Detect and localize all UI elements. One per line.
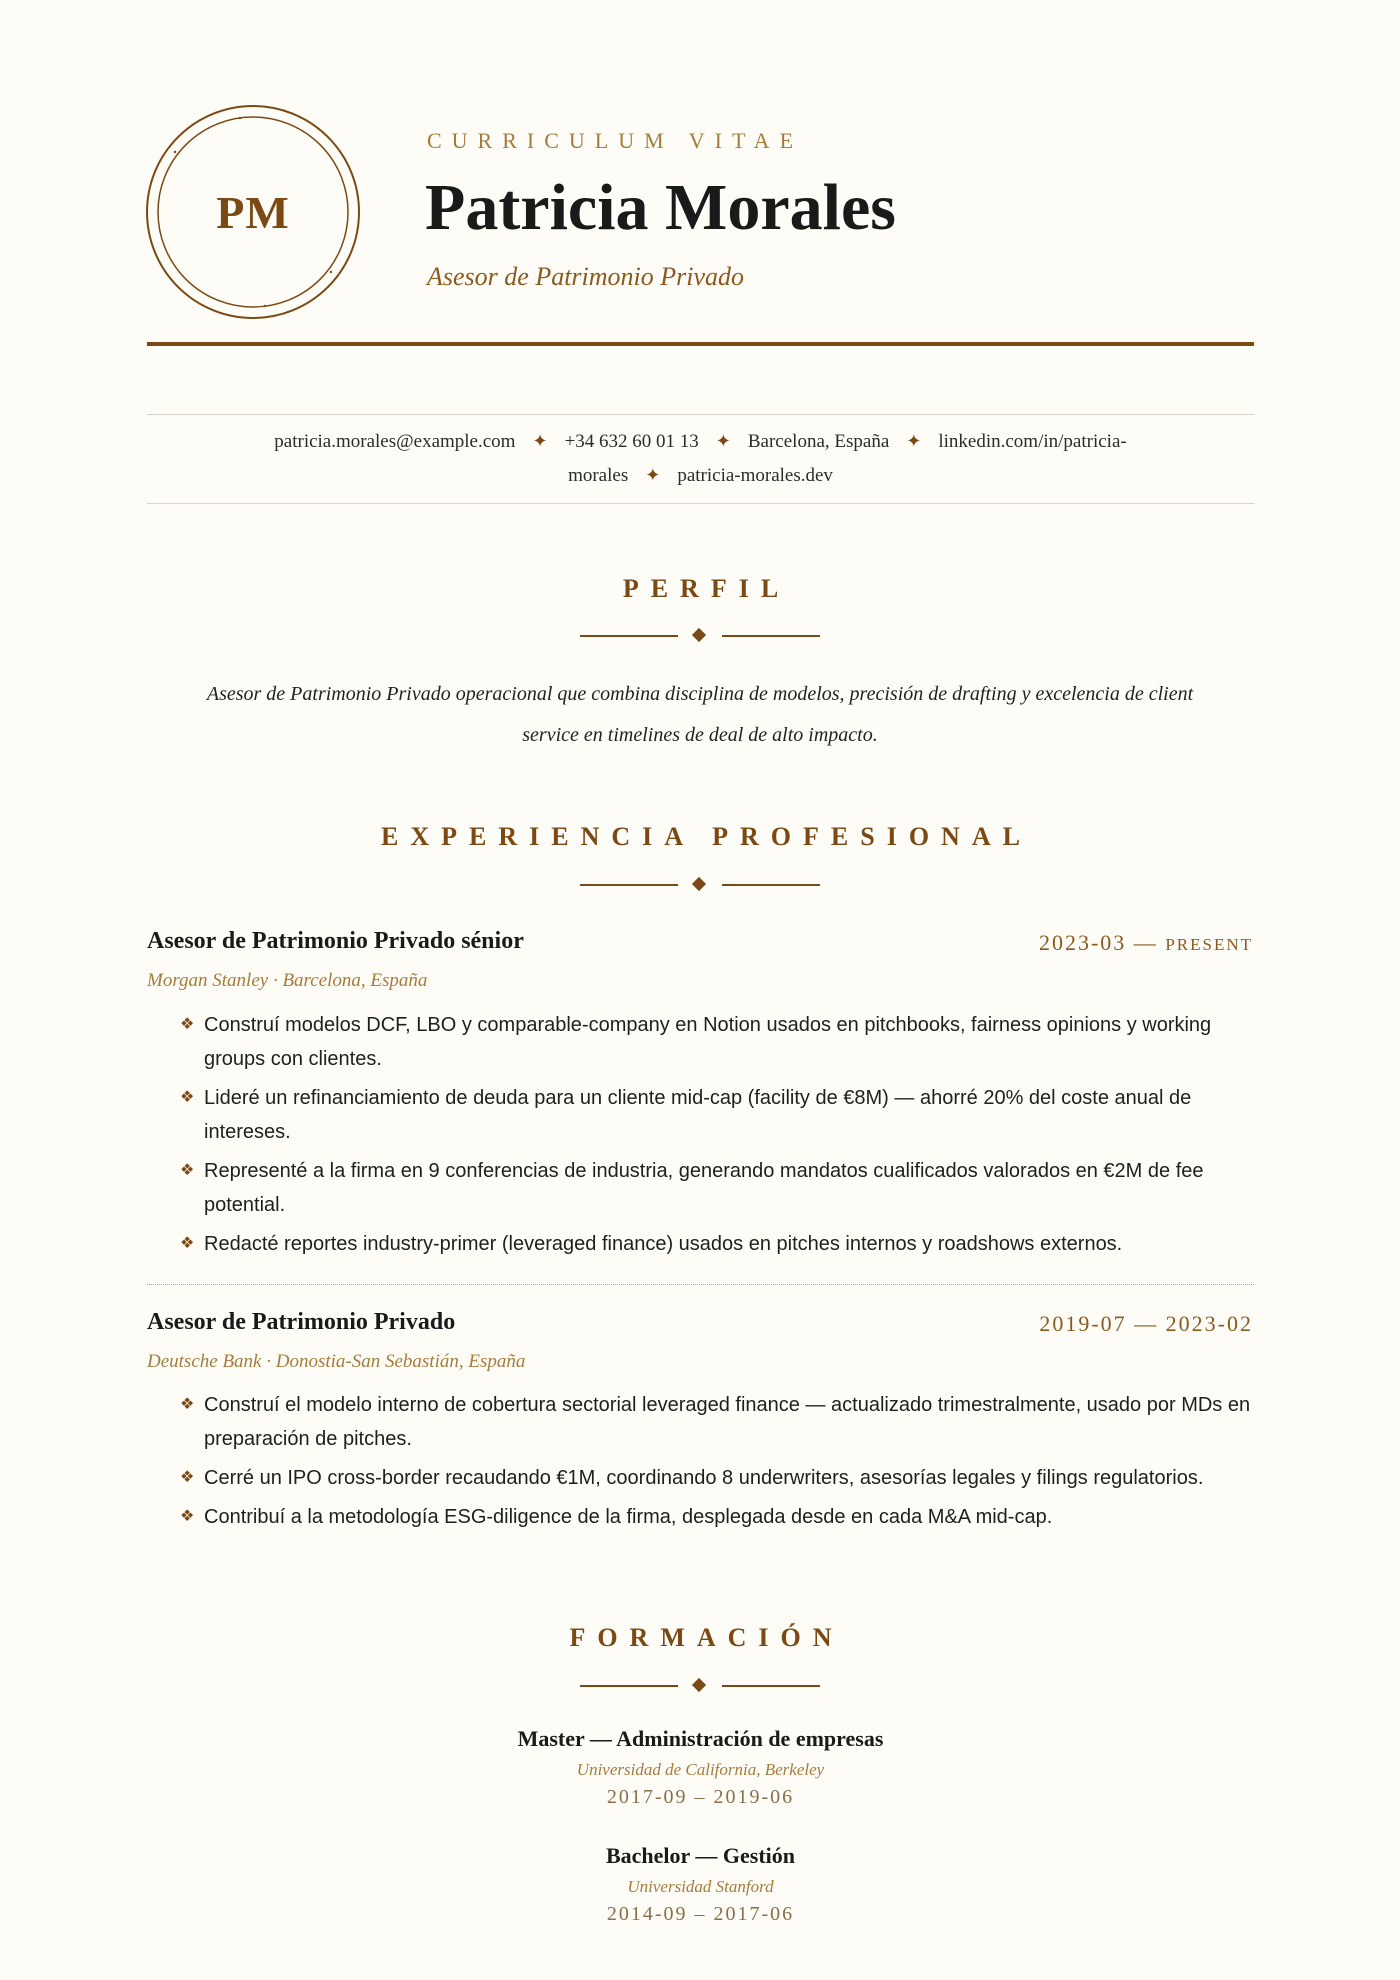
header-divider bbox=[147, 342, 1254, 346]
diamond-icon bbox=[692, 877, 706, 891]
contact-website[interactable]: patricia-morales.dev bbox=[677, 465, 833, 486]
section-title: PERFIL bbox=[622, 574, 791, 603]
separator-star-icon: ✦ bbox=[532, 431, 548, 451]
contact-linkedin-continued[interactable]: morales bbox=[568, 465, 629, 486]
document-kicker: CURRICULUM VITAE bbox=[427, 128, 804, 153]
job-title: Asesor de Patrimonio Privado bbox=[147, 1309, 456, 1335]
education-dates: 2017-09 – 2019-06 bbox=[606, 1786, 795, 1808]
separator-star-icon: ✦ bbox=[715, 431, 731, 451]
contact-email[interactable]: patricia.morales@example.com bbox=[274, 431, 516, 452]
list-item: ❖ Construí modelos DCF, LBO y comparable-company en Notion usados en pitchbooks, fairness opinions y working groups con clientes. bbox=[180, 1008, 1254, 1076]
job-date-end: PRESENT bbox=[1165, 935, 1253, 954]
section-ornament bbox=[580, 628, 820, 644]
education-entry bbox=[147, 1843, 1254, 1926]
job-company: Deutsche Bank · Donostia-San Sebastián, España bbox=[147, 1351, 526, 1372]
list-item: ❖ Contribuí a la metodología ESG-diligence de la firma, desplegada desde en cada M&A mid-cap. bbox=[180, 1500, 1254, 1534]
contact-linkedin[interactable]: linkedin.com/in/patricia- bbox=[938, 431, 1127, 452]
job-date-start: 2019-07 — bbox=[1039, 1311, 1159, 1336]
contact-location: Barcelona, España bbox=[747, 431, 890, 452]
section-heading-experience bbox=[147, 822, 1254, 852]
job-achievements bbox=[180, 1388, 1254, 1539]
diamond-icon bbox=[692, 1678, 706, 1692]
education-degree: Bachelor — Gestión bbox=[605, 1843, 796, 1868]
monogram-initials: PM bbox=[216, 186, 290, 238]
section-ornament bbox=[580, 877, 820, 893]
section-title: EXPERIENCIA PROFESIONAL bbox=[381, 822, 1032, 851]
list-item: ❖ Cerré un IPO cross-border recaudando €1M, coordinando 8 underwriters, asesorías legales y filings regulatorios. bbox=[180, 1461, 1254, 1495]
contact-bar bbox=[147, 414, 1254, 504]
contact-phone[interactable]: +34 632 60 01 13 bbox=[564, 431, 699, 452]
list-item: ❖ Redacté reportes industry-primer (leveraged finance) usados en pitches internos y roadshows externos. bbox=[180, 1227, 1254, 1261]
section-title: FORMACIÓN bbox=[569, 1623, 844, 1652]
candidate-title: Asesor de Patrimonio Privado bbox=[427, 262, 745, 291]
job-date-start: 2023-03 — bbox=[1038, 930, 1158, 955]
diamond-icon bbox=[692, 628, 706, 642]
list-item: ❖ Construí el modelo interno de cobertura sectorial leveraged finance — actualizado trimestralmente, usado por MDs en preparación de pitches. bbox=[180, 1388, 1254, 1456]
job-achievements bbox=[180, 1008, 1254, 1266]
education-dates: 2014-09 – 2017-06 bbox=[606, 1903, 795, 1925]
job-company: Morgan Stanley · Barcelona, España bbox=[147, 970, 428, 991]
education-entry bbox=[147, 1726, 1254, 1809]
section-ornament bbox=[580, 1678, 820, 1694]
education-school: Universidad Stanford bbox=[627, 1877, 774, 1896]
job-dates bbox=[1039, 1311, 1253, 1337]
candidate-name: Patricia Morales bbox=[425, 171, 896, 244]
education-degree: Master — Administración de empresas bbox=[517, 1726, 884, 1751]
job-dates bbox=[1039, 930, 1253, 956]
list-item: ❖ Lideré un refinanciamiento de deuda para un cliente mid-cap (facility de €8M) — ahorré 20% del coste anual de intereses. bbox=[180, 1081, 1254, 1149]
section-heading-profile bbox=[147, 574, 1254, 604]
list-item: ❖ Representé a la firma en 9 conferencias de industria, generando mandatos cualificados valorados en €2M de fee potential. bbox=[180, 1154, 1254, 1222]
separator-star-icon: ✦ bbox=[645, 465, 661, 485]
job-divider bbox=[147, 1284, 1254, 1285]
job-title: Asesor de Patrimonio Privado sénior bbox=[147, 928, 524, 954]
profile-summary: Asesor de Patrimonio Privado operacional que combina disciplina de modelos, precisión de drafting y excelencia de client service en timelines de deal de alto impacto. bbox=[206, 683, 1194, 746]
monogram-badge bbox=[145, 104, 361, 320]
education-school: Universidad de California, Berkeley bbox=[576, 1760, 825, 1779]
separator-star-icon: ✦ bbox=[906, 431, 922, 451]
job-date-end: 2023-02 bbox=[1165, 1311, 1253, 1336]
section-heading-education bbox=[147, 1623, 1254, 1653]
